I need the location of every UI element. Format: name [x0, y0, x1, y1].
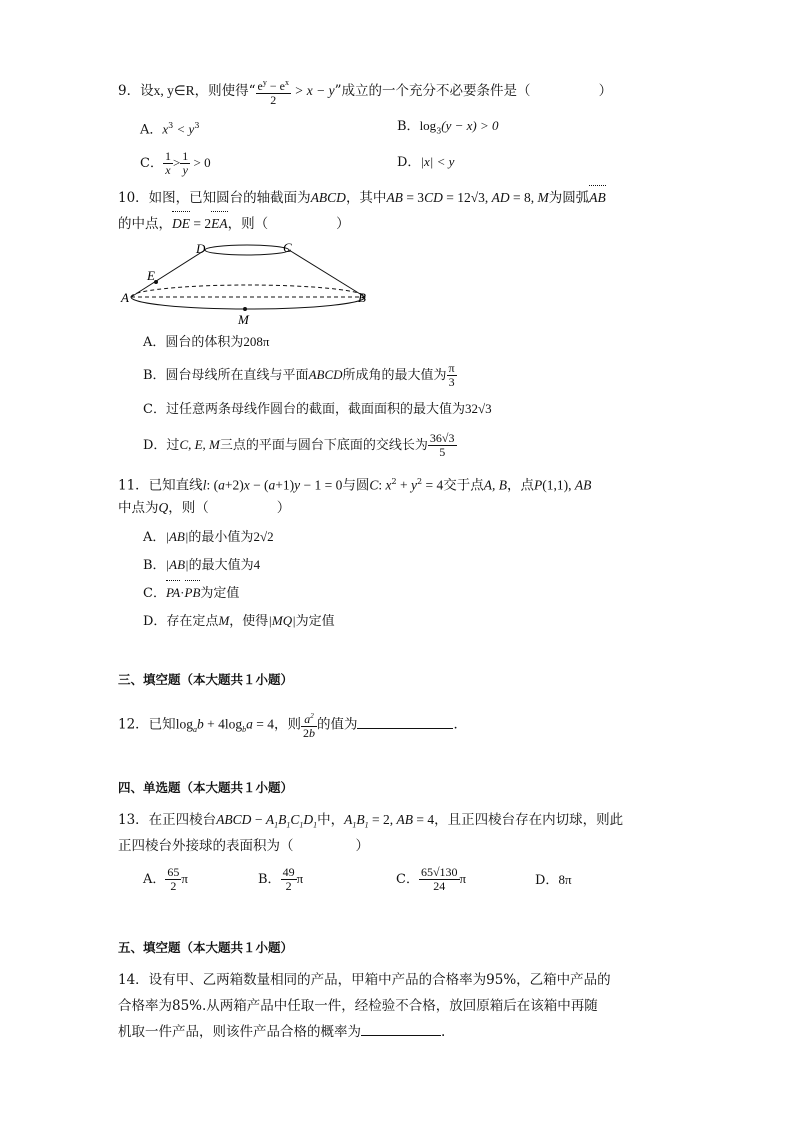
q11-option-c[interactable]: C．PA·PB为定值 [143, 585, 240, 601]
q12-stem: 12．已知$\log_ab + 4\log_ba = 4$，则 $\frac{a^2}{2b}$ 的值为 ． [118, 712, 467, 740]
section3-title: 三、填空题（本大题共１小题） [118, 672, 294, 687]
q11-stem-line1: 11．已知直线l: (a+2)x − (a+1)y − 1 = 0与圆C: $x^2 + y^2 = 4$交于点A, B，点P(1,1), AB [118, 477, 592, 494]
q9-option-a[interactable]: A．$x^3 < y^3$ [140, 121, 200, 138]
q13-option-b[interactable]: B． $\frac{49}{2}$ π [258, 865, 304, 893]
label-a: A [121, 290, 129, 305]
frustum-figure [118, 238, 378, 330]
q10-option-b[interactable]: B．圆台母线所在直线与平面ABCD所成角的最大值为 $\frac{\pi}{3}$ [143, 361, 455, 389]
q10-stem-line2: 的中点，DE = 2EA，则（ ） [118, 216, 350, 232]
q13-option-d[interactable]: D．8π [535, 872, 572, 888]
q11-stem-line2: 中点为Q，则（ ） [118, 500, 291, 516]
q9-option-d[interactable]: D．|x| < y [397, 154, 455, 170]
q13-stem-line2: 正四棱台外接球的表面积为（ ） [118, 838, 369, 854]
label-d: D [196, 241, 206, 256]
q9-stem: 9．设x, y∈R，则使得“ $\frac{e^y - e^x}{2}$ > x − y”成立的一个充分不必要条件是（ ） [118, 78, 613, 107]
label-e: E [147, 268, 155, 283]
q13-option-a[interactable]: A． $\frac{65}{2}$ π [143, 865, 188, 893]
q14-line2: 合格率为85%.从两箱产品中任取一件，经检验不合格，放回原箱后在该箱中再随 [118, 998, 598, 1014]
q11-option-b[interactable]: B．|AB|的最大值为4 [143, 557, 261, 573]
label-m: M [238, 312, 249, 327]
q9-option-b[interactable]: B．$\log_3(y - x) > 0$ [397, 118, 499, 136]
q10-option-a[interactable]: A．圆台的体积为208π [143, 334, 270, 350]
q11-option-a[interactable]: A．|AB|的最小值为2√2 [143, 529, 274, 545]
label-c: C [283, 240, 292, 255]
q10-stem-line1: 10．如图，已知圆台的轴截面为ABCD，其中AB = 3CD = 12√3, AD = 8, M为圆弧AB [118, 190, 606, 206]
section5-title: 五、填空题（本大题共１小题） [118, 940, 294, 955]
q10-option-d[interactable]: D．过C, E, M三点的平面与圆台下底面的交线长为 $\frac{36√3}{5}$ [143, 431, 455, 459]
q10-option-c[interactable]: C．过任意两条母线作圆台的截面，截面面积的最大值为32√3 [143, 401, 492, 417]
q14-line3: 机取一件产品，则该件产品合格的概率为 . [118, 1024, 446, 1040]
q14-line1: 14．设有甲、乙两箱数量相同的产品，甲箱中产品的合格率为95%，乙箱中产品的 [118, 972, 611, 988]
label-b: B [358, 290, 366, 305]
q13-option-c[interactable]: C． $\frac{65√130}{24}$ π [396, 865, 467, 893]
q11-option-d[interactable]: D．存在定点M，使得|MQ|为定值 [143, 613, 335, 629]
q9-option-c[interactable]: C． $\frac{1}{x}$ > $\frac{1}{y}$ > 0 [140, 149, 211, 177]
q13-stem-line1: 13．在正四棱台ABCD − $A_1B_1C_1D_1$中，$A_1B_1 = 2$, AB = 4，且正四棱台存在内切球，则此 [118, 812, 624, 830]
section4-title: 四、单选题（本大题共１小题） [118, 780, 294, 795]
